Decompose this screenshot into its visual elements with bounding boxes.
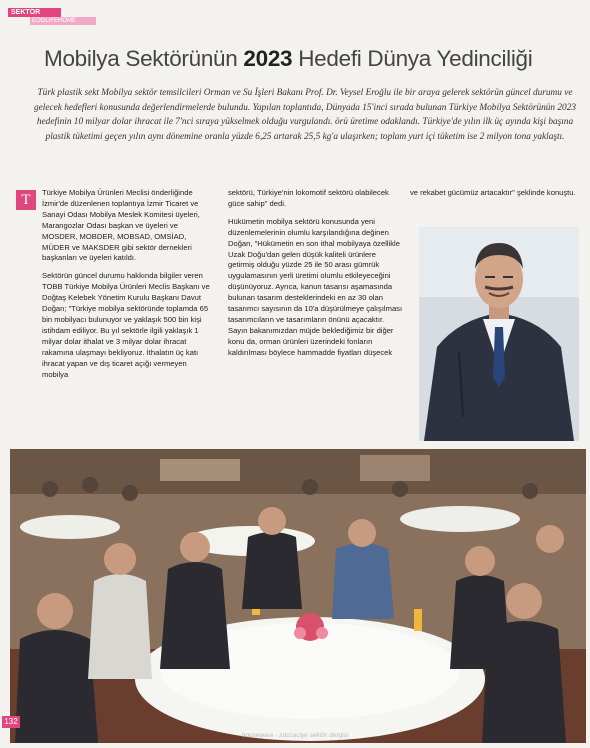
drop-cap: T [16, 190, 36, 210]
paragraph: Hükümetin mobilya sektörü konusunda yeni düzenlemelerinin olumlu karşılandığına değinen Doğan, "Hükümetin en son ithal mobilyaya özellikle Uzak Doğu'dan gelen düşük kaliteli ürünlere getirmiş olduğu yüzde 25 ile 50 arası gümrük uygulamasının yerli üretimi olumlu etkileyeceğini düşünüyoruz. Ayrıca, kanun tasarısı aşamasında bulunan tasarım desteklerindeki en az 30 olan tasarımcı sayısının da 10'a düşürülmeye çalışılması tasarımcıların ve tasarımların önünü açacaktır. Sayın bakanımızdan müjde beklediğimiz bir diğer konu da, orman ürünleri üzerindeki fonların kaldırılması böylece hammadde fiyatları düşecek [228, 216, 403, 357]
column-3 [410, 188, 578, 206]
portrait-photo [419, 227, 579, 441]
paragraph: sektörü, Türkiye'nin lokomotif sektörü olabilecek güce sahip" dedi. [228, 188, 389, 208]
article-title [44, 46, 564, 72]
paragraph: Türkiye Mobilya Ürünleri Meclisi önderliğinde İzmir'de düzenlenen toplantıya İzmir Ticaret ve Sanayi Odası Mobilya Meslek Komitesi üyeleri, Marangozlar Odası başkan ve üyeleri ve MOSDER, MOBDER, MOBSAD, OMSİAD, MÜDER ve MAKSDER gibi sektör dernekleri başkanları ve üyeleri katıldı. [42, 188, 200, 263]
portrait-illustration [419, 227, 579, 441]
column-1 [42, 188, 212, 387]
group-photo-illustration [10, 449, 586, 743]
publication-footer: houseware - züccaciye sektör dergisi [241, 732, 349, 739]
paragraph: Sektörün güncel durumu hakkında bilgiler veren TOBB Türkiye Mobilya Ürünleri Meclis Başkanı ve Doğtaş Kelebek Yönetim Kurulu Başkanı Davut Doğan; "Türkiye mobilya sektöründe toplamda 65 bin mobilyacı bulunuyor ve yaklaşık 500 bin kişi istihdam ediliyor. Bu yıl sektörle ilgili yaklaşık 1 milyar dolar ithalat ve 3 milyar dolar ihracat rakamına ulaşmayı bekliyoruz. İthalatın üç katı ihracat yapan ve dış ticaret açığı vermeyen mobilya [42, 271, 210, 379]
subsection-tag: EOOLIFEHOME [30, 17, 96, 25]
event-group-photo [10, 449, 586, 743]
paragraph: ve rekabet gücümüz artacaktır" şeklinde konuştu. [410, 188, 576, 197]
title-post: Hedefi Dünya Yedinciliği [292, 46, 533, 71]
page-number: 132 [2, 716, 20, 728]
section-tag: SEKTÖR [8, 8, 61, 17]
column-2 [228, 188, 403, 366]
article-lead: Türk plastik sekt Mobilya sektör temsilcileri Orman ve Su İşleri Bakanı Prof. Dr. Veysel Eroğlu ile bir araya gelerek sektörün güncel durumu ve gelecek hedefleri konusunda değerlendirmelerde bulundu. Yapılan toplantıda, Dünyada 15'inci sırada bulunan Türkiye Mobilya Sektörünün 2023 hedefinin 10 milyar dolar ihracat ile 7'nci sıraya yükselmek olduğu vurgulandı. örü üretime odaklandı. Türkiye'de yılın ilk üç ayında kişi başına plastik tüketimi geçen yılın aynı dönemine oranla yüzde 6,25 artarak 25,5 kg'a ulaşırken; toplam yurt içi tüketim ise 2 milyon tona yaklaştı. [34, 88, 576, 142]
title-pre: Mobilya Sektörünün [44, 46, 244, 71]
title-year: 2023 [243, 46, 293, 71]
